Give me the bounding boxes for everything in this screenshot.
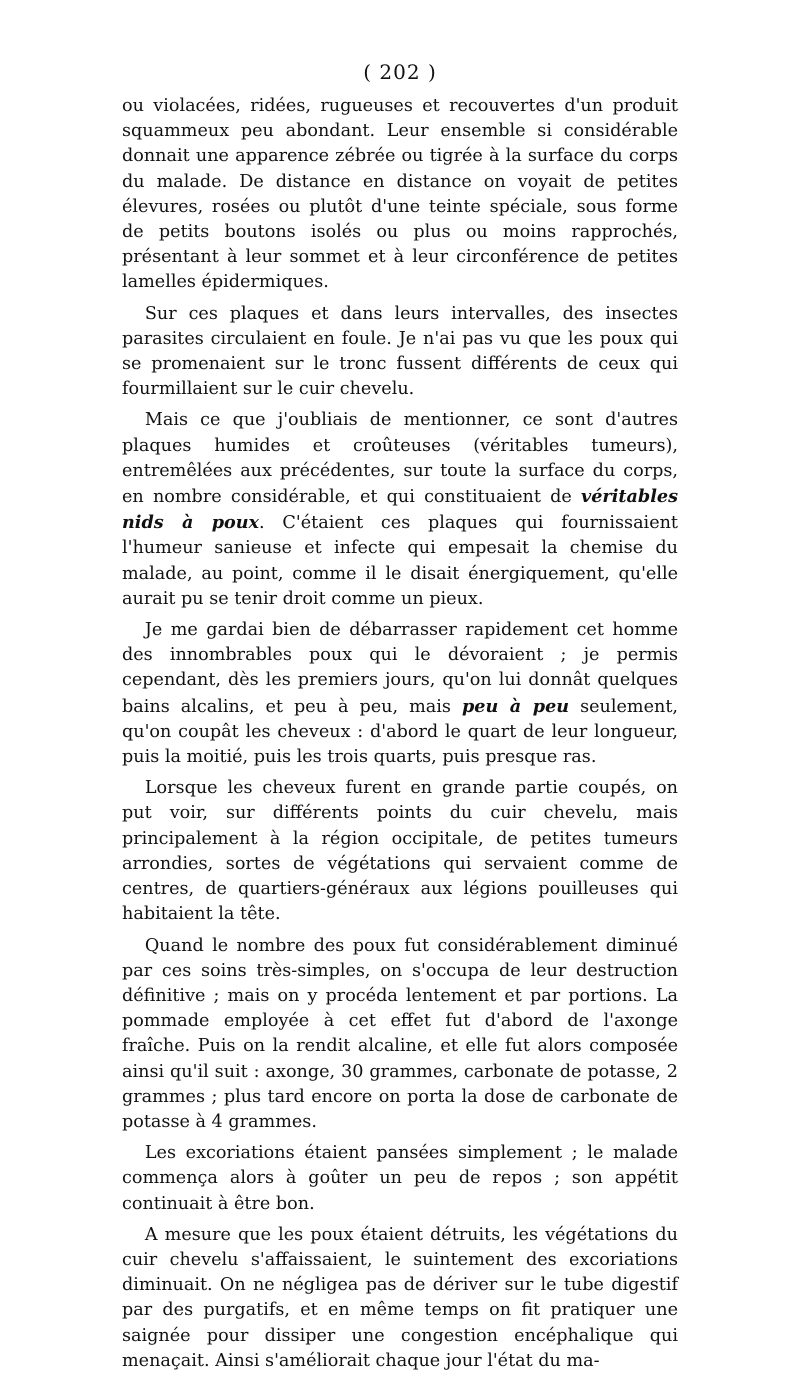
page-content xyxy=(122,56,678,1380)
paragraph-8: A mesure que les poux étaient détruits, les végétations du cuir chevelu s'affaissaient, le suintement des excoriations diminuait. On ne négligea pas de dériver sur le tube digestif par des purgatifs, et en même temps on fit pratiquer une saignée pour dissiper une congestion encéphalique qui menaçait. Ainsi s'améliorait chaque jour l'état du ma- xyxy=(122,1224,678,1371)
paragraph-2: Sur ces plaques et dans leurs intervalles, des insectes parasites circulaient en foule. Je n'ai pas vu que les poux qui se promenaient sur le tronc fussent différents de ceux qui fourmillaient sur le cuir chevelu. xyxy=(122,303,678,400)
paragraph-1: ou violacées, ridées, rugueuses et recouvertes d'un produit squammeux peu abondant. Leur ensemble si considérable donnait une apparence zébrée ou tigrée à la surface du corps du malade. De distance en distance on voyait de petites élevures, rosées ou plutôt d'une teinte spéciale, sous forme de petits boutons isolés ou plus ou moins rapprochés, présentant à leur sommet et à leur circonférence de petites lamelles épidermiques. xyxy=(122,96,678,293)
paragraph-4-emphasis: peu à peu xyxy=(461,695,570,717)
paragraph-3-text-before: Mais ce que j'oubliais de mentionner, ce sont d'autres plaques humides et croûteuses (véritables tumeurs), entremêlées aux précédentes, sur toute la surface du corps, en nombre considérable, et qui constituaient de xyxy=(122,410,678,508)
paragraph-5: Lorsque les cheveux furent en grande partie coupés, on put voir, sur différents points du cuir chevelu, mais principalement à la région occipitale, de petites tumeurs arrondies, sortes de végétations qui servaient comme de centres, de quartiers-généraux aux légions pouilleuses qui habitaient la tête. xyxy=(122,778,678,925)
paragraph-7: Les excoriations étaient pansées simplement ; le malade commença alors à goûter un peu de repos ; son appétit continuait à être bon. xyxy=(122,1143,678,1214)
paragraph-4-text-before: Je me gardai bien de débarrasser rapidement cet homme des innombrables poux qui le dévoraient ; je permis cependant, dès les premiers jours, qu'on lui donnât quelques bains alcalins, et peu à peu, mais xyxy=(122,620,678,717)
paragraph-4-text-after: seulement, qu'on coupât les cheveux : d'abord le quart de leur longueur, puis la moitié, puis les trois quarts, puis presque ras. xyxy=(122,696,678,768)
paragraph-6: Quand le nombre des poux fut considérablement diminué par ces soins très-simples, on s'occupa de leur destruction définitive ; mais on y procéda lentement et par portions. La pommade employée à cet effet fut d'abord de l'axonge fraîche. Puis on la rendit alcaline, et elle fut alors composée ainsi qu'il suit : axonge, 30 grammes, carbonate de potasse, 2 grammes ; plus tard encore on porta la dose de carbonate de potasse à 4 grammes. xyxy=(122,935,678,1132)
paragraph-3-text-after: . C'étaient ces plaques qui fournissaient l'humeur sanieuse et infecte qui empesait la chemise du malade, au point, comme il le disait énergiquement, qu'elle aurait pu se tenir droit comme un pieux. xyxy=(122,513,679,609)
paragraph-3 xyxy=(122,408,678,612)
page-number: ( 202 ) xyxy=(363,60,437,84)
paragraph-4 xyxy=(122,618,678,770)
paragraph-3-emphasis: véritables nids à poux xyxy=(122,486,678,534)
